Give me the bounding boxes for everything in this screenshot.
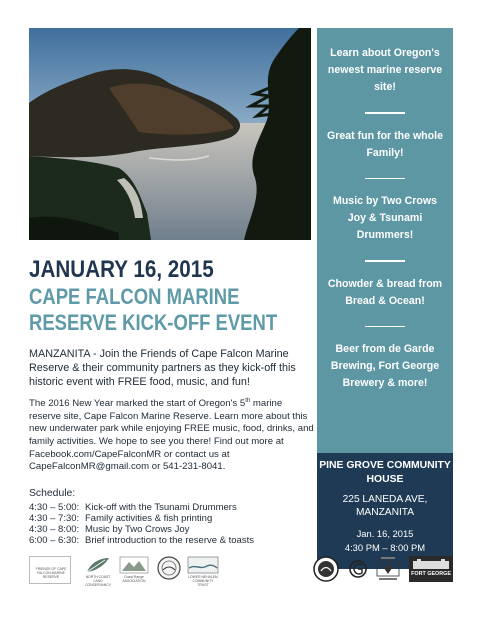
schedule-row bbox=[29, 502, 315, 513]
friends-logo-text: FRIENDS OF CAPE FALCON MARINE RESERVE bbox=[35, 567, 67, 579]
schedule-desc: Kick-off with the Tsunami Drummers bbox=[85, 502, 237, 513]
schedule-row bbox=[29, 513, 315, 524]
event-date-heading: JANUARY 16, 2015 bbox=[29, 256, 214, 283]
sponsor-logos-left bbox=[29, 556, 229, 586]
schedule-time: 4:30 – 5:00: bbox=[29, 502, 80, 513]
venue-time: 4:30 PM – 8:00 PM bbox=[344, 542, 426, 553]
schedule-row bbox=[29, 524, 315, 535]
sidebar-item-beer: Beer from de Garde Brewing, Fort George Brewery & more! bbox=[330, 343, 440, 389]
venue-address-line2: MANZANITA bbox=[355, 507, 415, 518]
schedule-desc: Music by Two Crows Joy bbox=[85, 524, 190, 535]
sidebar-item-music: Music by Two Crows Joy & Tsunami Drummers! bbox=[333, 195, 437, 241]
schedule-heading: Schedule: bbox=[29, 488, 76, 499]
venue-name bbox=[317, 459, 453, 487]
lower-nehalem-logo bbox=[187, 556, 219, 587]
schedule-desc: Family activities & fish printing bbox=[85, 513, 213, 524]
north-coast-logo-text: NORTH COAST LAND CONSERVANCY bbox=[85, 575, 111, 587]
seal-icon bbox=[157, 556, 181, 580]
sidebar-item-family: Great fun for the whole Family! bbox=[327, 129, 443, 159]
leaf-icon bbox=[81, 556, 115, 574]
body-text-part1: The 2016 New Year marked the start of Oregon's 5 bbox=[29, 398, 246, 410]
fort-icon bbox=[409, 556, 453, 570]
venue-date: Jan. 16, 2015 bbox=[356, 528, 414, 539]
schedule-time: 4:30 – 7:30: bbox=[29, 513, 80, 524]
hop-icon bbox=[373, 554, 403, 584]
round-seal-logo bbox=[157, 556, 181, 584]
venue-name-line2: HOUSE bbox=[366, 474, 404, 485]
event-title bbox=[29, 284, 277, 336]
schedule-time: 6:00 – 6:30: bbox=[29, 535, 80, 546]
coastline-photo bbox=[29, 28, 311, 240]
badge-icon bbox=[313, 556, 339, 582]
highlights-sidebar bbox=[317, 28, 453, 453]
venue-address-line1: 225 LANEDA AVE, bbox=[342, 494, 428, 505]
venue-address bbox=[317, 493, 453, 519]
venue-datetime bbox=[317, 527, 453, 555]
sidebar-divider bbox=[365, 326, 405, 328]
sponsor-logos-right bbox=[311, 552, 455, 586]
g-emblem-logo bbox=[349, 556, 367, 582]
circle-emblem-logo bbox=[313, 556, 339, 582]
fort-george-logo-text: FORT GEORGE bbox=[411, 571, 451, 577]
g-letter-icon bbox=[349, 556, 367, 582]
schedule-desc: Brief introduction to the reserve & toasts bbox=[85, 535, 254, 546]
lower-nehalem-logo-text: LOWER NEHALEM COMMUNITY TRUST bbox=[188, 575, 218, 587]
north-coast-logo bbox=[81, 556, 115, 587]
river-icon bbox=[187, 556, 219, 574]
brewery-logo bbox=[373, 554, 403, 584]
schedule-row bbox=[29, 535, 315, 546]
sidebar-item-chowder: Chowder & bread from Bread & Ocean! bbox=[327, 277, 443, 307]
ordinal-superscript: th bbox=[245, 398, 251, 404]
sidebar-divider bbox=[365, 260, 405, 262]
sidebar-divider bbox=[365, 112, 405, 114]
friends-cape-falcon-logo bbox=[29, 556, 71, 584]
event-title-line1: CAPE FALCON MARINE bbox=[29, 284, 240, 309]
body-paragraph bbox=[29, 395, 315, 474]
schedule-list bbox=[29, 502, 315, 546]
sidebar-item-learn: Learn about Oregon's newest marine reserve site! bbox=[327, 47, 443, 93]
venue-name-line1: PINE GROVE COMMUNITY bbox=[319, 460, 451, 471]
sidebar-divider bbox=[365, 178, 405, 180]
body-text-part2: marine reserve site, Cape Falcon Marine Reserve. Learn more about this new underwater park while enjoying FREE music, food, drinks, and family activities. We hope to see you there! Find out more at Facebook.com/CapeFalconMR or contact us at CapeFalconMR@gmail.com or 541-231-8041. bbox=[29, 398, 314, 473]
coast-range-logo-text: Coast Range ASSOCIATION bbox=[122, 575, 146, 583]
event-title-line2: RESERVE KICK-OFF EVENT bbox=[29, 310, 278, 335]
intro-paragraph: MANZANITA - Join the Friends of Cape Falcon Marine Reserve & their community partners as they kick-off this historic event with FREE food, music, and fun! bbox=[29, 348, 296, 388]
schedule-time: 4:30 – 8:00: bbox=[29, 524, 80, 535]
fort-george-logo bbox=[409, 556, 453, 582]
coast-range-logo bbox=[119, 556, 149, 584]
mountain-icon bbox=[119, 556, 149, 574]
